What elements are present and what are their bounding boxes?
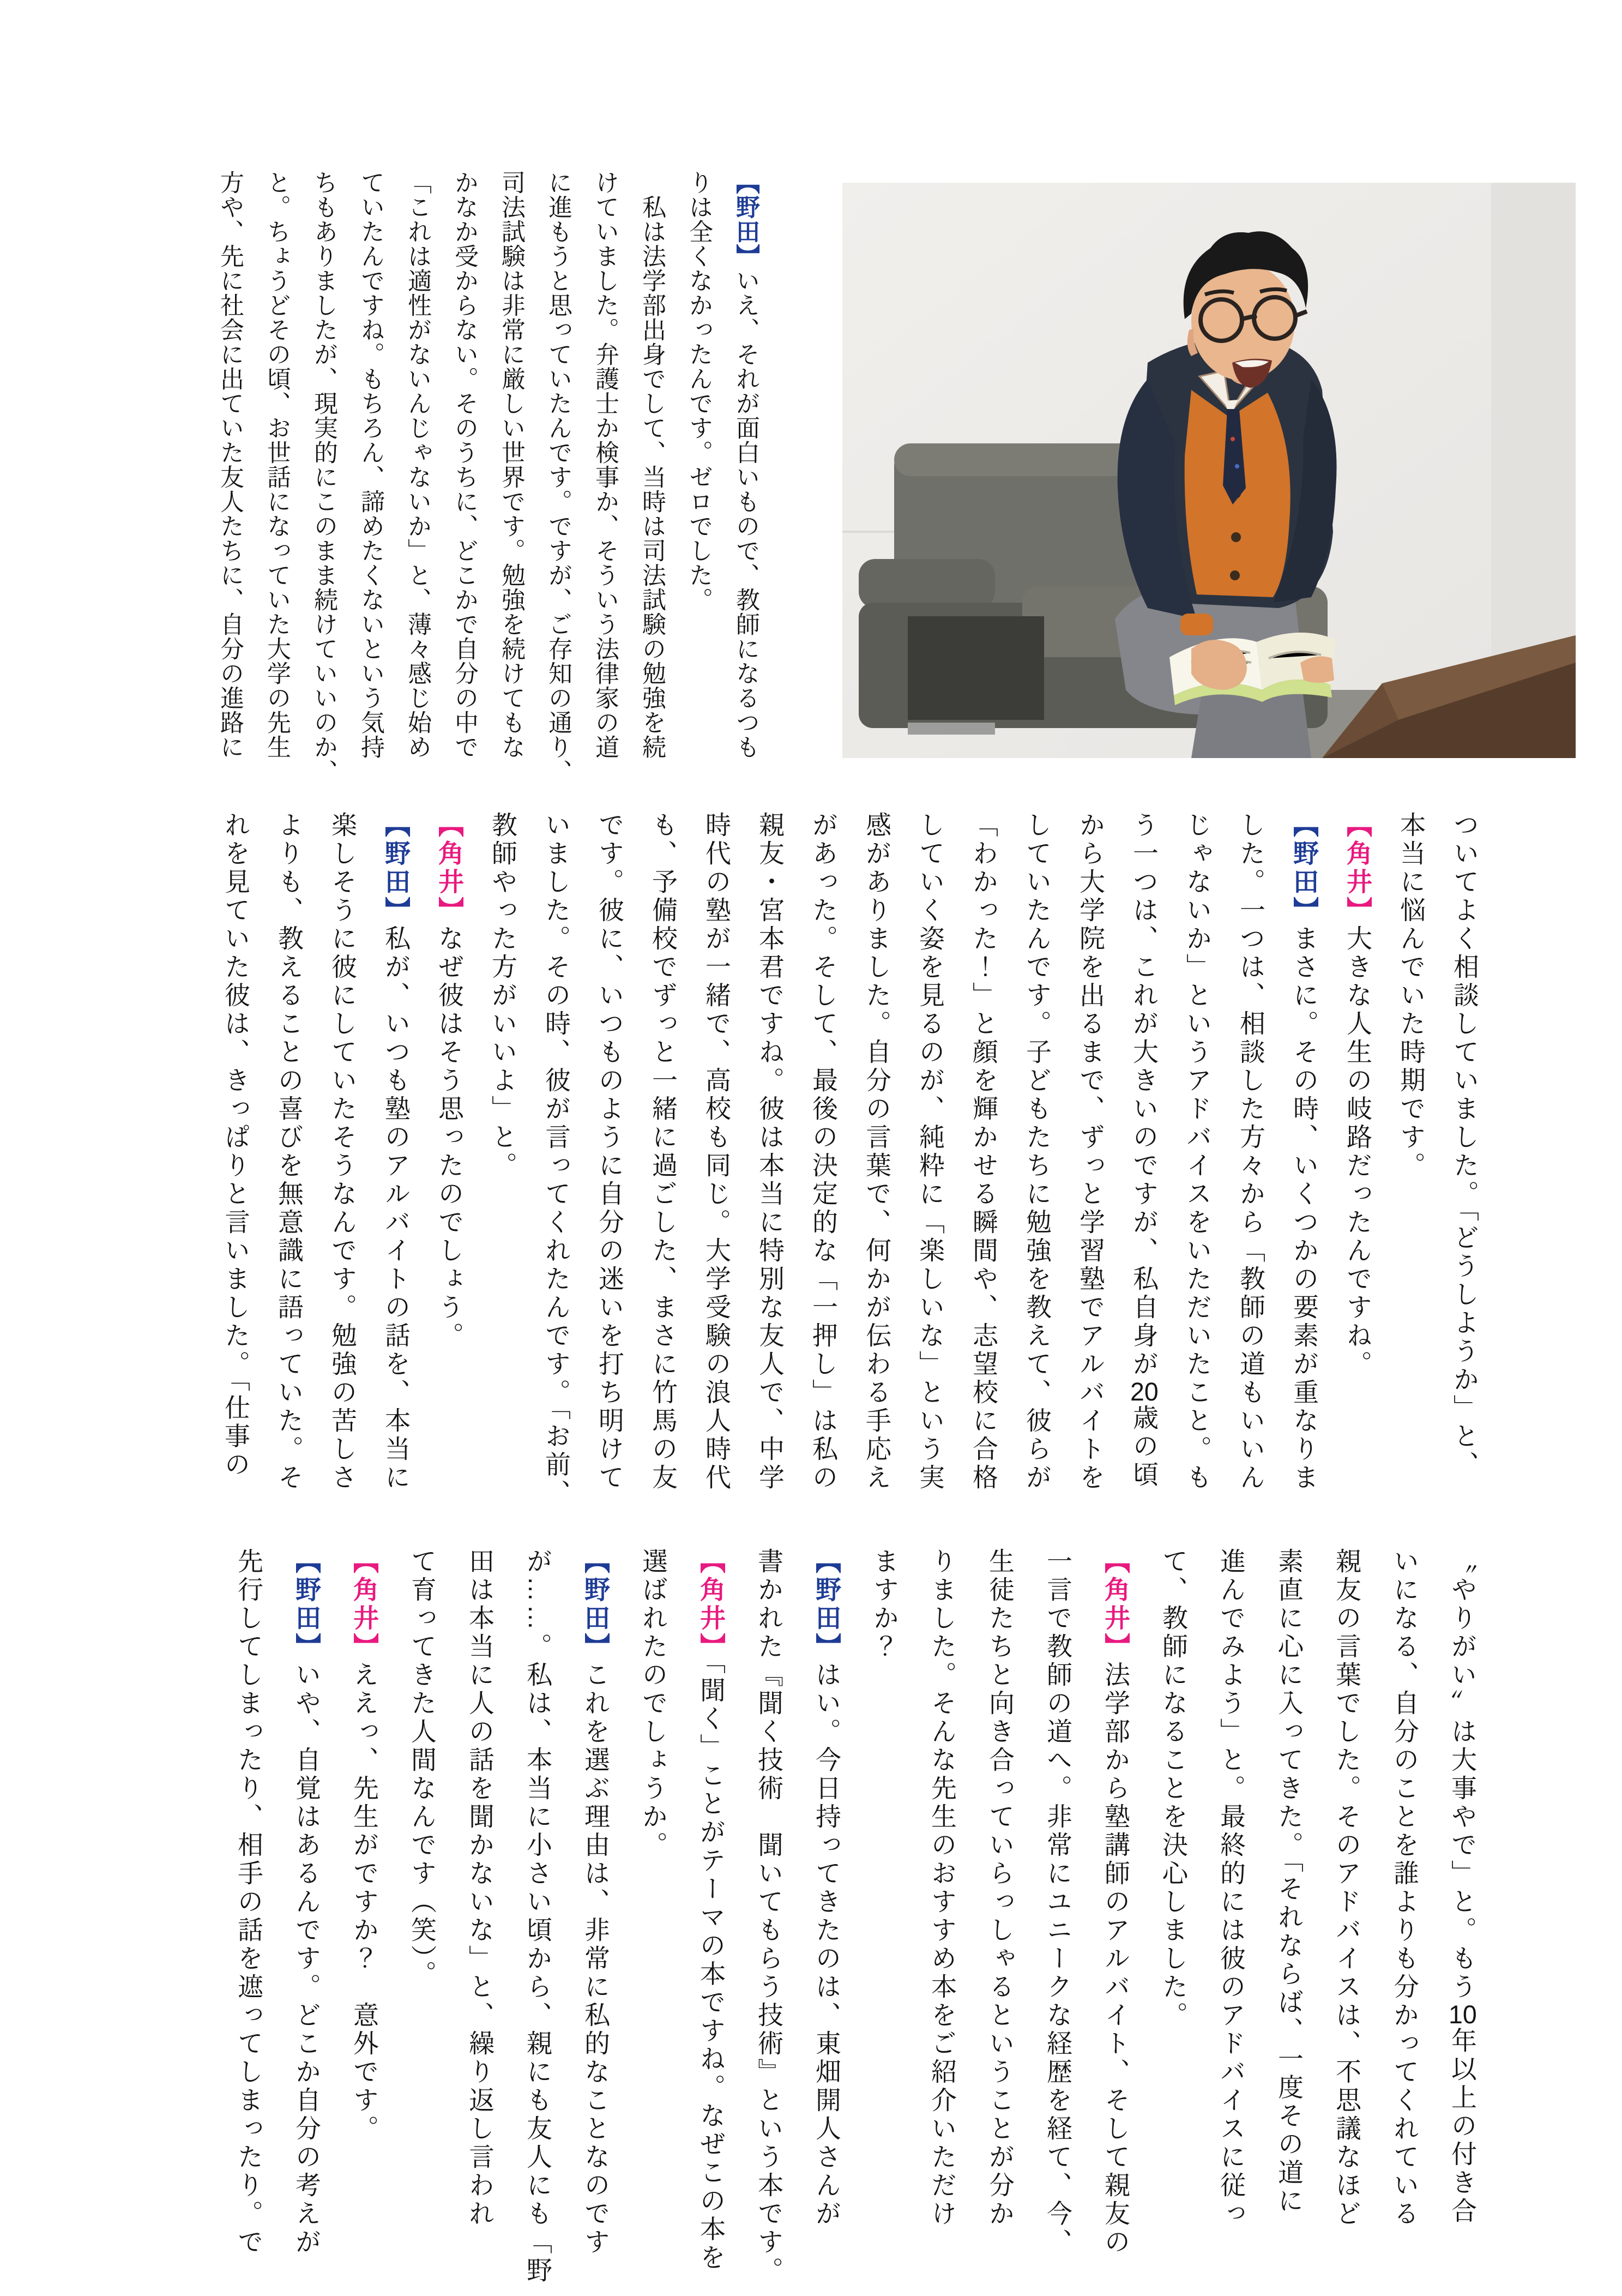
speaker-label: 【野田】	[382, 812, 411, 925]
text-column: ついてよく相談していました。「どうしようか」と、	[1450, 812, 1479, 1480]
text-column: ますか？	[870, 1548, 899, 1661]
text-column: 感がありました。自分の言葉で、何かが伝わる手応え	[863, 812, 891, 1492]
speaker-label: 【野田】	[732, 170, 759, 268]
text-column: ちもありましたが、現実的にこのまま続けていいのか、	[310, 170, 337, 784]
text-column: 「わかった！」と顔を輝かせる瞬間や、志望校に合格	[969, 812, 998, 1492]
text-column: 【野田】私が、いつも塾のアルバイトの話を、本当に	[382, 812, 411, 1492]
text-column: 先行してしまったり、相手の話を遮ってしまったり。で	[234, 1548, 263, 2257]
text-column: 親友の言葉でした。そのアドバイスは、不思議なほど	[1332, 1548, 1361, 2228]
text-column: て育ってきた人間なんです（笑）。	[408, 1548, 437, 1989]
text-column: していたんです。子どもたちに勉強を教えて、彼らが	[1023, 812, 1052, 1492]
text-column: て、教師になることを決心しました。	[1159, 1548, 1188, 2030]
text-column: 一言で教師の道へ。非常にユニークな経歴を経て、今、	[1044, 1548, 1072, 2257]
text-column: けていました。弁護士か検事か、そういう法律家の道	[592, 170, 618, 759]
text-column: も、予備校でずっと一緒に過ごした、まさに竹馬の友	[649, 812, 678, 1492]
text-column: 【野田】いえ、それが面白いもので、教師になるつも	[732, 170, 759, 759]
text-column: 【角井】大きな人生の岐路だったんですね。	[1343, 812, 1372, 1379]
text-column: りました。そんな先生のおすすめ本をご紹介いただけ	[928, 1548, 957, 2228]
text-column: していく姿を見るのが、純粋に「楽しいな」という実	[916, 812, 945, 1492]
text-column: 【角井】なぜ彼はそう思ったのでしょう。	[435, 812, 464, 1350]
interview-text-top	[199, 170, 769, 784]
text-column: 書かれた『聞く技術 聞いてもらう技術』という本です。	[755, 1548, 783, 2285]
text-column: 方や、先に社会に出ていた友人たちに、自分の進路に	[216, 170, 243, 759]
text-column: じゃないか」というアドバイスをいただいたこと。も	[1183, 812, 1212, 1492]
speaker-label: 【角井】	[350, 1548, 379, 1661]
text-column: 楽しそうに彼にしていたそうなんです。勉強の苦しさ	[328, 812, 357, 1492]
text-column: りは全くなかったんです。ゼロでした。	[685, 170, 712, 612]
interview-photo	[842, 183, 1576, 758]
text-column: 本当に悩んでいた時期です。	[1397, 812, 1426, 1180]
text-column: 【野田】はい。今日持ってきたのは、東畑開人さんが	[812, 1548, 841, 2228]
text-column: 「これは適性がないんじゃないか」と、薄々感じ始め	[404, 170, 431, 759]
interview-text-middle	[204, 812, 1491, 1510]
text-column: 【野田】いや、自覚はあるんです。どこか自分の考えが	[292, 1548, 321, 2257]
speaker-label: 【野田】	[292, 1548, 321, 1661]
text-column: ていたんですね。もちろん、諦めたくないという気持	[357, 170, 384, 759]
text-column: 〝やりがい〟は大事やで」と。もう10年以上の付き合	[1448, 1548, 1477, 2226]
text-column: 田は本当に人の話を聞かないな」と、繰り返し言われ	[466, 1548, 495, 2228]
text-column: 生徒たちと向き合っていらっしゃるということが分か	[986, 1548, 1015, 2228]
interview-text-bottom	[210, 1548, 1491, 2285]
text-column: と。ちょうどその頃、お世話になっていた大学の先生	[263, 170, 290, 759]
text-column: う一つは、これが大きいのですが、私自身が20歳の頃	[1130, 812, 1159, 1489]
text-column: いになる、自分のことを誰よりも分かってくれている	[1390, 1548, 1419, 2228]
text-column: よりも、教えることの喜びを無意識に語っていた。そ	[275, 812, 304, 1492]
text-column: 【野田】まさに。その時、いくつかの要素が重なりま	[1290, 812, 1319, 1492]
text-column: 【角井】「聞く」ことがテーマの本ですね。なぜこの本を	[697, 1548, 726, 2273]
speaker-label: 【角井】	[435, 812, 464, 925]
text-column: から大学院を出るまで、ずっと学習塾でアルバイトを	[1076, 812, 1105, 1492]
speaker-label: 【野田】	[1290, 812, 1319, 925]
text-column: 教師やった方がいいよ」と。	[489, 812, 517, 1180]
text-column: した。一つは、相談した方々から「教師の道もいいん	[1237, 812, 1265, 1492]
text-column: 【野田】これを選ぶ理由は、非常に私的なことなのです	[581, 1548, 610, 2257]
text-column: 【角井】法学部から塾講師のアルバイト、そして親友の	[1101, 1548, 1130, 2257]
text-column: 選ばれたのでしょうか。	[639, 1548, 668, 1860]
speaker-label: 【角井】	[697, 1548, 726, 1661]
text-column: 進んでみよう」と。最終的には彼のアドバイスに従っ	[1217, 1548, 1246, 2228]
text-column: 私は法学部出身でして、当時は司法試験の勉強を続	[638, 170, 665, 759]
speaker-label: 【角井】	[1343, 812, 1372, 925]
text-column: 時代の塾が一緒で、高校も同じ。大学受験の浪人時代	[702, 812, 731, 1492]
text-column: 【角井】ええっ、先生がですか？ 意外です。	[350, 1548, 379, 2143]
text-column: いました。その時、彼が言ってくれたんです。「お前、	[542, 812, 571, 1508]
text-column: があった。そして、最後の決定的な「一押し」は私の	[809, 812, 838, 1492]
speaker-label: 【野田】	[812, 1548, 841, 1661]
text-column: に進もうと思っていたんです。ですが、ご存知の通り、	[545, 170, 571, 784]
photo-illustration	[842, 183, 1576, 758]
text-column: 素直に心に入ってきた。「それならば、一度その道に	[1275, 1548, 1304, 2216]
text-column: 親友・宮本君ですね。彼は本当に特別な友人で、中学	[756, 812, 785, 1492]
text-column: 司法試験は非常に厳しい世界です。勉強を続けてもな	[498, 170, 524, 759]
speaker-label: 【野田】	[581, 1548, 610, 1661]
text-column: かなか受からない。そのうちに、どこかで自分の中で	[451, 170, 478, 759]
text-column: れを見ていた彼は、きっぱりと言いました。「仕事の	[221, 812, 250, 1480]
speaker-label: 【角井】	[1101, 1548, 1130, 1661]
text-column: が……。私は、本当に小さい頃から、親にも友人にも「野	[523, 1548, 552, 2285]
text-column: です。彼に、いつものように自分の迷いを打ち明けて	[595, 812, 624, 1492]
